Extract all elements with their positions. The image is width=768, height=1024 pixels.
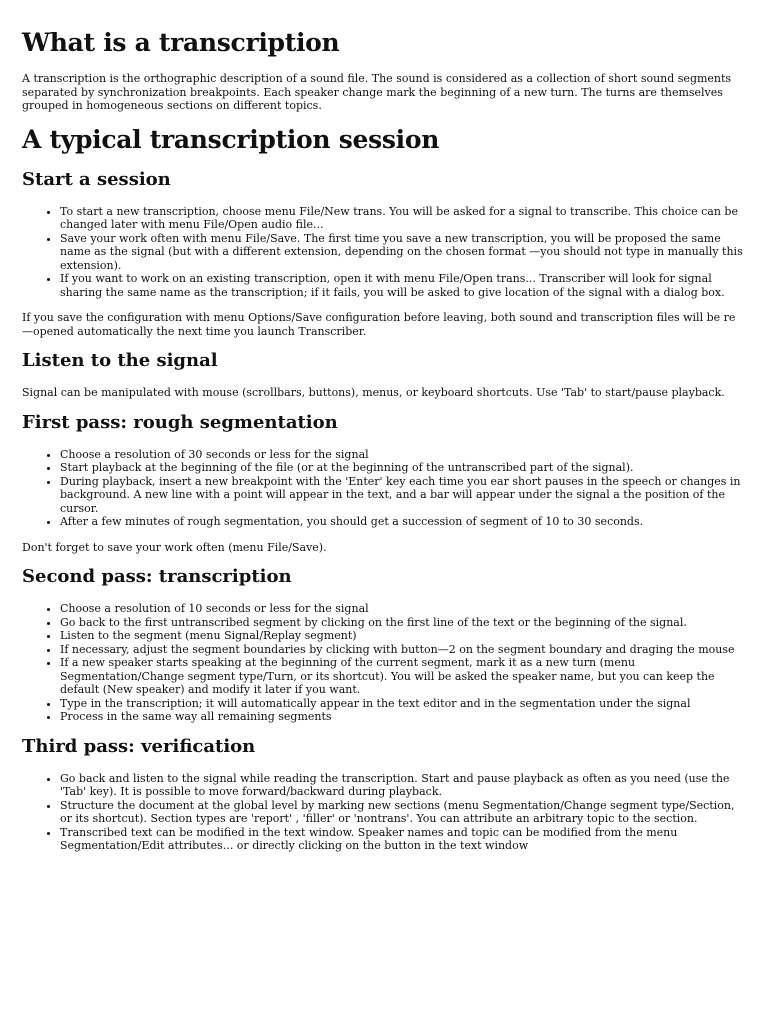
heading-start-session: Start a session (22, 168, 171, 190)
save-note: Don't forget to save your work often (menu File/Save). (22, 540, 327, 554)
third-pass-list (22, 772, 746, 853)
list-item: • Save your work often with menu File/Save. The first time you save a new transcription, you will be proposed the same name as the signal (but with a different extension, depending on the chosen format —you should not type in manually this extension). (60, 232, 746, 273)
heading-second-pass: Second pass: transcription (22, 566, 292, 587)
page-title: What is a transcription (22, 28, 340, 57)
list-item: • Process in the same way all remaining segments (60, 710, 746, 724)
list-item: • Structure the document at the global level by marking new sections (menu Segmentation/Change segment type/Section, or its shortcut). Section types are 'report' , 'filler' or 'nontrans'. You can attribute an arbitrary topic to the section. (60, 799, 746, 826)
list-item: • Go back and listen to the signal while reading the transcription. Start and pause playback as often as you need (use the 'Tab' key). It is possible to move forward/backward during playback. (60, 772, 746, 799)
list-item: • Start playback at the beginning of the file (or at the beginning of the untranscribed part of the signal). (60, 461, 746, 475)
section-title-session: A typical transcription session (22, 124, 440, 154)
start-session-list (22, 205, 746, 300)
listen-paragraph: Signal can be manipulated with mouse (scrollbars, buttons), menus, or keyboard shortcuts. Use 'Tab' to start/pause playback. (22, 386, 725, 399)
first-pass-list (22, 448, 746, 529)
list-item: • If you want to work on an existing transcription, open it with menu File/Open trans... Transcriber will look for signal sharing the same name as the transcription; if it fails, you will be asked to give location of the signal with a dialog box. (60, 272, 746, 299)
list-item: • Transcribed text can be modified in the text window. Speaker names and topic can be modified from the menu Segmentation/Edit attributes... or directly clicking on the button in the text window (60, 826, 746, 853)
list-item: • Choose a resolution of 10 seconds or less for the signal (60, 602, 746, 616)
list-item: • Go back to the first untranscribed segment by clicking on the first line of the text or the beginning of the signal. (60, 616, 746, 630)
second-pass-list (22, 602, 746, 724)
list-item: • Listen to the segment (menu Signal/Replay segment) (60, 629, 746, 643)
heading-third-pass: Third pass: verification (22, 735, 256, 757)
list-item: • If a new speaker starts speaking at the beginning of the current segment, mark it as a new turn (menu Segmentation/Change segment type/Turn, or its shortcut). You will be asked the speaker name, but you can keep the default (New speaker) and modify it later if you want. (60, 656, 746, 697)
list-item: • To start a new transcription, choose menu File/New trans. You will be asked for a signal to transcribe. This choice can be changed later with menu File/Open audio file... (60, 205, 746, 232)
intro-paragraph: A transcription is the orthographic description of a sound file. The sound is considered as a collection of short sound segments separated by synchronization breakpoints. Each speaker change mark the beginning of a new turn. The turns are themselves grouped in homogeneous sections on different topics. (22, 72, 732, 112)
heading-first-pass: First pass: rough segmentation (22, 411, 338, 433)
list-item: • After a few minutes of rough segmentation, you should get a succession of segment of 10 to 30 seconds. (60, 515, 746, 529)
list-item: • During playback, insert a new breakpoint with the 'Enter' key each time you ear short pauses in the speech or changes in background. A new line with a point will appear in the text, and a bar will appear under the signal a the position of the cursor. (60, 475, 746, 516)
list-item: • Type in the transcription; it will automatically appear in the text editor and in the segmentation under the signal (60, 697, 746, 711)
list-item: • If necessary, adjust the segment boundaries by clicking with button—2 on the segment boundary and draging the mouse (60, 643, 746, 657)
list-item: • Choose a resolution of 30 seconds or less for the signal (60, 448, 746, 462)
heading-listen: Listen to the signal (22, 350, 218, 371)
config-note: If you save the configuration with menu Options/Save configuration before leaving, both sound and transcription files will be re—opened automatically the next time you launch Transcriber. (22, 311, 736, 338)
